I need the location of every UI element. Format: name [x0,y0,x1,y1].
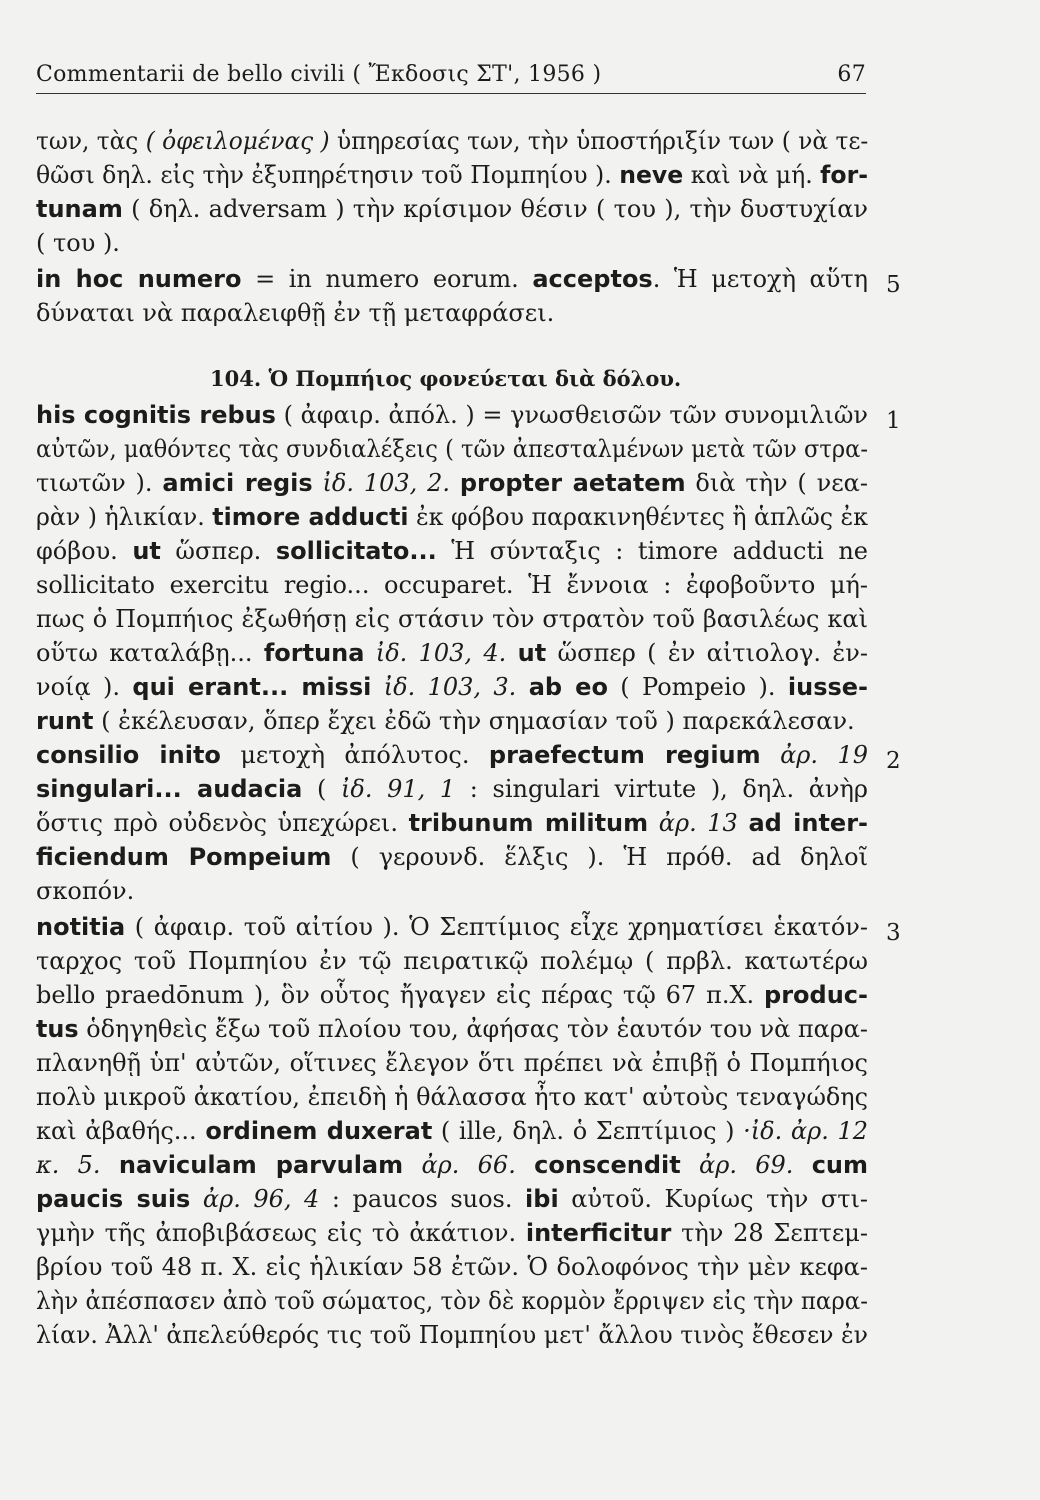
text-line: λίαν. Ἀλλ' ἀπελεύθερός τις τοῦ Πομπηίου μετ' ἄλλου τινὸς ἔθεσεν ἐν [36,1321,868,1349]
text-line: φόβου. ut ὥσπερ. sollicitato... Ἡ σύνταξις : timore adducti ne [36,537,869,565]
text-line: tus ὁδηγηθεὶς ἔξω τοῦ πλοίου του, ἀφήσας τὸν ἑαυτόν του νὰ παρα- [36,1015,869,1043]
text-line: λὴν ἀπέσπασεν ἀπὸ τοῦ σώματος, τὸν δὲ κορμὸν ἔρριψεν εἰς τὴν παρα- [36,1287,868,1315]
text-line: δύναται νὰ παραλειφθῇ ἐν τῇ μεταφράσει. [36,299,555,327]
running-header [36,62,866,94]
text-line: ρὰν ) ἡλικίαν. timore adducti ἐκ φόβου παρακινηθέντες ἢ ἁπλῶς ἐκ [36,503,868,531]
text-line: bello praedōnum ), ὃν οὗτος ἤγαγεν εἰς πέρας τῷ 67 π.Χ. produc- [36,981,868,1009]
text-line: θῶσι δηλ. εἰς τὴν ἐξυπηρέτησιν τοῦ Πομπηίου ). neve καὶ νὰ μή. for- [36,161,868,189]
text-line: ταρχος τοῦ Πομπηίου ἐν τῷ πειρατικῷ πολέμῳ ( πρβλ. κατωτέρω [36,947,868,975]
text-line: πλανηθῇ ὑπ' αὐτῶν, οἵτινες ἔλεγον ὅτι πρέπει νὰ ἐπιβῇ ὁ Πομπήιος [36,1049,868,1077]
section-heading: 104. Ὁ Πομπήιος φονεύεται διὰ δόλου. [210,366,682,391]
text-line: των, τὰς ( ὀφειλομένας ) ὑπηρεσίας των, τὴν ὑποστήριξίν των ( νὰ τε- [36,127,869,155]
text-line: in hoc numero = in numero eorum. acceptos. Ἡ μετοχὴ αὕτη [36,265,869,293]
text-line: ficiendum Pompeium ( γερουνδ. ἕλξις ). Ἡ πρόθ. ad δηλοῖ [36,843,868,871]
text-line: consilio inito μετοχὴ ἀπόλυτος. praefectum regium ἀρ. 19 [36,741,869,769]
text-line: his cognitis rebus ( ἀφαιρ. ἀπόλ. ) = γνωσθεισῶν τῶν συνομιλιῶν [36,401,869,429]
text-line: sollicitato exercitu regio... occuparet. Ἡ ἔννοια : ἐφοβοῦντο μή- [36,571,868,599]
text-line: σκοπόν. [36,877,135,905]
page-number: 67 [837,62,866,87]
margin-line-number: 5 [886,272,901,298]
text-line: τιωτῶν ). amici regis ἰδ. 103, 2. propter aetatem διὰ τὴν ( νεα- [36,469,868,497]
text-line: runt ( ἐκέλευσαν, ὅπερ ἔχει ἐδῶ τὴν σημασίαν τοῦ ) παρεκάλεσαν. [36,707,855,735]
text-line: οὕτω καταλάβῃ... fortuna ἰδ. 103, 4. ut ὥσπερ ( ἐν αἰτιολογ. ἐν- [36,639,868,667]
text-line: ὅστις πρὸ οὐδενὸς ὑπεχώρει. tribunum militum ἀρ. 13 ad inter- [36,809,869,837]
margin-line-number: 3 [886,920,901,946]
margin-line-number: 1 [886,408,901,434]
margin-line-number: 2 [886,748,901,774]
text-line: νοίᾳ ). qui erant... missi ἰδ. 103, 3. ab eo ( Pompeio ). iusse- [36,673,868,701]
text-line: πολὺ μικροῦ ἀκατίου, ἐπειδὴ ἡ θάλασσα ἦτο κατ' αὐτοὺς τεναγώδης [36,1083,868,1111]
text-line: βρίου τοῦ 48 π. Χ. εἰς ἡλικίαν 58 ἐτῶν. Ὁ δολοφόνος τὴν μὲν κεφα- [36,1253,868,1281]
running-title: Commentarii de bello civili ( Ἔκδοσις ΣΤ', 1956 ) [36,62,602,87]
text-line: ( του ). [36,229,120,257]
text-line: αὐτῶν, μαθόντες τὰς συνδιαλέξεις ( τῶν ἀπεσταλμένων μετὰ τῶν στρα- [36,435,868,463]
text-line: πως ὁ Πομπήιος ἐξωθήσῃ εἰς στάσιν τὸν στρατὸν τοῦ βασιλέως καὶ [36,605,868,633]
text-line: singulari... audacia ( ἰδ. 91, 1 : singulari virtute ), δηλ. ἀνὴρ [36,775,869,803]
text-line: notitia ( ἀφαιρ. τοῦ αἰτίου ). Ὁ Σεπτίμιος εἶχε χρηματίσει ἑκατόν- [36,913,868,941]
text-line: καὶ ἀβαθής... ordinem duxerat ( ille, δηλ. ὁ Σεπτίμιος ) ·ἰδ. ἀρ. 12 [36,1117,868,1145]
text-line: tunam ( δηλ. adversam ) τὴν κρίσιμον θέσιν ( του ), τὴν δυστυχίαν [36,195,868,223]
text-line: κ. 5. naviculam parvulam ἀρ. 66. conscendit ἀρ. 69. cum [36,1151,869,1179]
text-line: γμὴν τῆς ἀποβιβάσεως εἰς τὸ ἀκάτιον. interficitur τὴν 28 Σεπτεμ- [36,1219,869,1247]
text-line: paucis suis ἀρ. 96, 4 : paucos suos. ibi αὐτοῦ. Κυρίως τὴν στι- [36,1185,869,1213]
